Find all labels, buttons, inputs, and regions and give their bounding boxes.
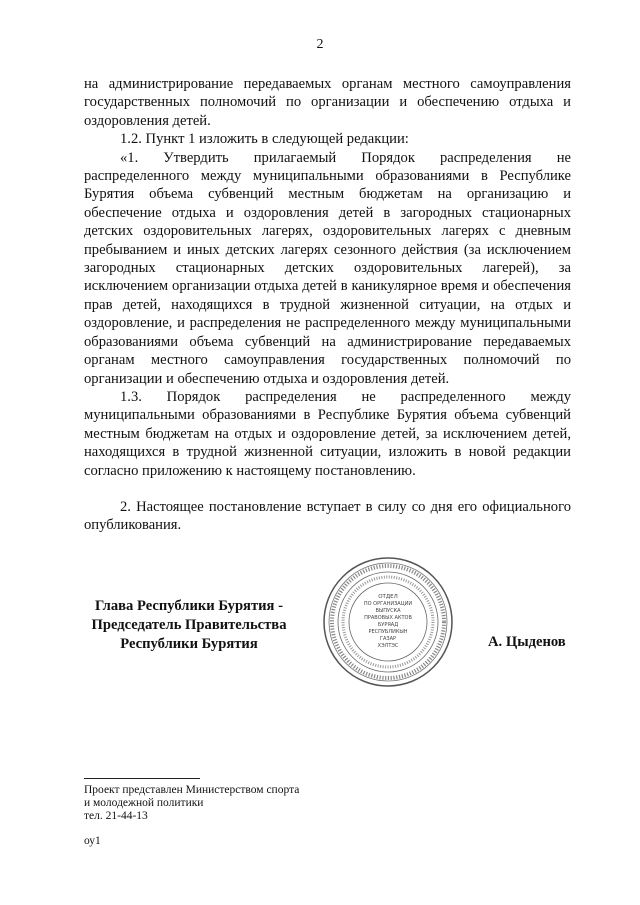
seal-text: ОТДЕЛ: [378, 594, 398, 600]
page-number: 2: [316, 37, 324, 52]
signatory-name: А. Цыденов: [488, 634, 566, 650]
document-body: [84, 75, 571, 535]
signature-title-line: Республики Бурятия: [120, 636, 258, 652]
document-code: оу1: [84, 835, 101, 847]
paragraph-quoted-item-1: «1. Утвердить прилагаемый Порядок распределения не распределенного между муниципальными образованиями в Республике Бурятия объема субвенций местным бюджетам на организацию и обеспечение отдыха и оздоровления детей в загородных стационарных детских оздоровительных лагерях, оздоровительных лагерях с дневным пребыванием и иных детских лагерях сезонного действия (за исключением загородных стационарных детских оздоровительных лагерей), за исключением организации отдыха детей в каникулярное время и обеспечения прав детей, находящихся в трудной жизненной ситуации, на отдых и оздоровление, и распределения не распределенного между муниципальными образованиями объема субвенций на администрирование передаваемых органам местного самоуправления государственных полномочий по организации и обеспечению отдыха и оздоровления детей.: [84, 149, 571, 387]
seal-text: РЕСПУБЛИКЫН: [368, 629, 408, 635]
seal-text: ГАЗАР: [379, 636, 397, 642]
paragraph-1-2: 1.2. Пункт 1 изложить в следующей редакции:: [120, 131, 409, 148]
seal-text: ХЭЛТЭС: [377, 643, 399, 649]
official-seal: [322, 556, 454, 688]
footnote-phone: тел. 21-44-13: [84, 810, 148, 822]
paragraph-2: 2. Настоящее постановление вступает в силу со дня его официального опубликования.: [84, 498, 571, 534]
seal-text: ПРАВОВЫХ АКТОВ: [364, 615, 412, 621]
footnote: [84, 784, 299, 823]
signature-title-line: Глава Республики Бурятия -: [95, 598, 283, 614]
signature-title-line: Председатель Правительства: [91, 617, 287, 633]
footnote-divider: [84, 778, 200, 779]
seal-text: БУРЯАД: [377, 622, 399, 628]
seal-text: ВЫПУСКА: [375, 608, 401, 614]
footnote-line: и молодежной политики: [84, 797, 204, 809]
footnote-line: Проект представлен Министерством спорта: [84, 784, 300, 796]
paragraph-1-3: 1.3. Порядок распределения не распределенного между муниципальными образованиями в Республике Бурятия объема субвенций местным бюджетам на отдых и оздоровление детей, за исключением детей, находящихся в трудной жизненной ситуации, изложить в новой редакции согласно приложению к настоящему постановлению.: [84, 388, 571, 479]
paragraph-continuation: на администрирование передаваемых органам местного самоуправления государственных полномочий по организации и обеспечению отдыха и оздоровления детей.: [84, 76, 571, 129]
seal-text: ПО ОРГАНИЗАЦИИ: [363, 601, 413, 607]
signature-title: [84, 597, 294, 654]
